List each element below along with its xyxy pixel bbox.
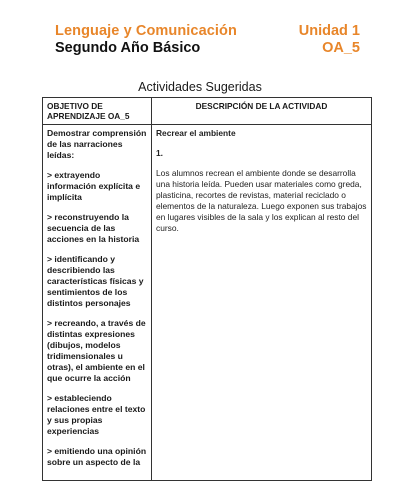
objective-item: > extrayendo información explícita e implícita: [47, 170, 141, 202]
grade-label: Segundo Año Básico: [55, 40, 201, 56]
header-row-top: [55, 23, 360, 39]
unit-label: Unidad 1: [298, 23, 360, 39]
activity-title: Recrear el ambiente: [156, 128, 236, 138]
activity-cell: [152, 125, 372, 481]
objective-item: > reconstruyendo la secuencia de las acciones en la historia: [47, 212, 140, 244]
objective-item: > emitiendo una opinión sobre un aspecto de la: [47, 446, 147, 467]
table-header-row: [43, 98, 372, 125]
objective-item: > identificando y describiendo las características físicas y sentimientos de los distintos personajes: [47, 254, 144, 308]
objectives-cell: [43, 125, 152, 481]
document-header: [55, 23, 360, 56]
section-title: Actividades Sugeridas: [138, 80, 262, 94]
objective-item: > estableciendo relaciones entre el texto y sus propias experiencias: [47, 393, 146, 436]
activity-column-header: DESCRIPCIÓN DE LA ACTIVIDAD: [152, 98, 372, 125]
header-row-bottom: [55, 39, 360, 56]
objective-item: Demostrar comprensión de las narraciones leídas:: [47, 128, 147, 160]
subject-title: Lenguaje y Comunicación: [55, 23, 237, 39]
activity-number: 1.: [156, 148, 163, 158]
objective-item: > recreando, a través de distintas expresiones (dibujos, modelos tridimensionales u otras), el ambiente en el que ocurre la acción: [47, 318, 146, 383]
activities-table: [42, 97, 372, 481]
table-row: [43, 125, 372, 481]
activity-description: Los alumnos recrean el ambiente donde se desarrolla una historia leída. Pueden usar materiales como greda, plasticina, recortes de revistas, material reciclado o elementos de la naturaleza. Luego exponen sus trabajos en lugares visibles de la sala y los explican al resto del curso.: [156, 168, 367, 233]
objective-column-header: OBJETIVO DE APRENDIZAJE OA_5: [43, 98, 152, 125]
oa-code: OA_5: [322, 40, 360, 56]
